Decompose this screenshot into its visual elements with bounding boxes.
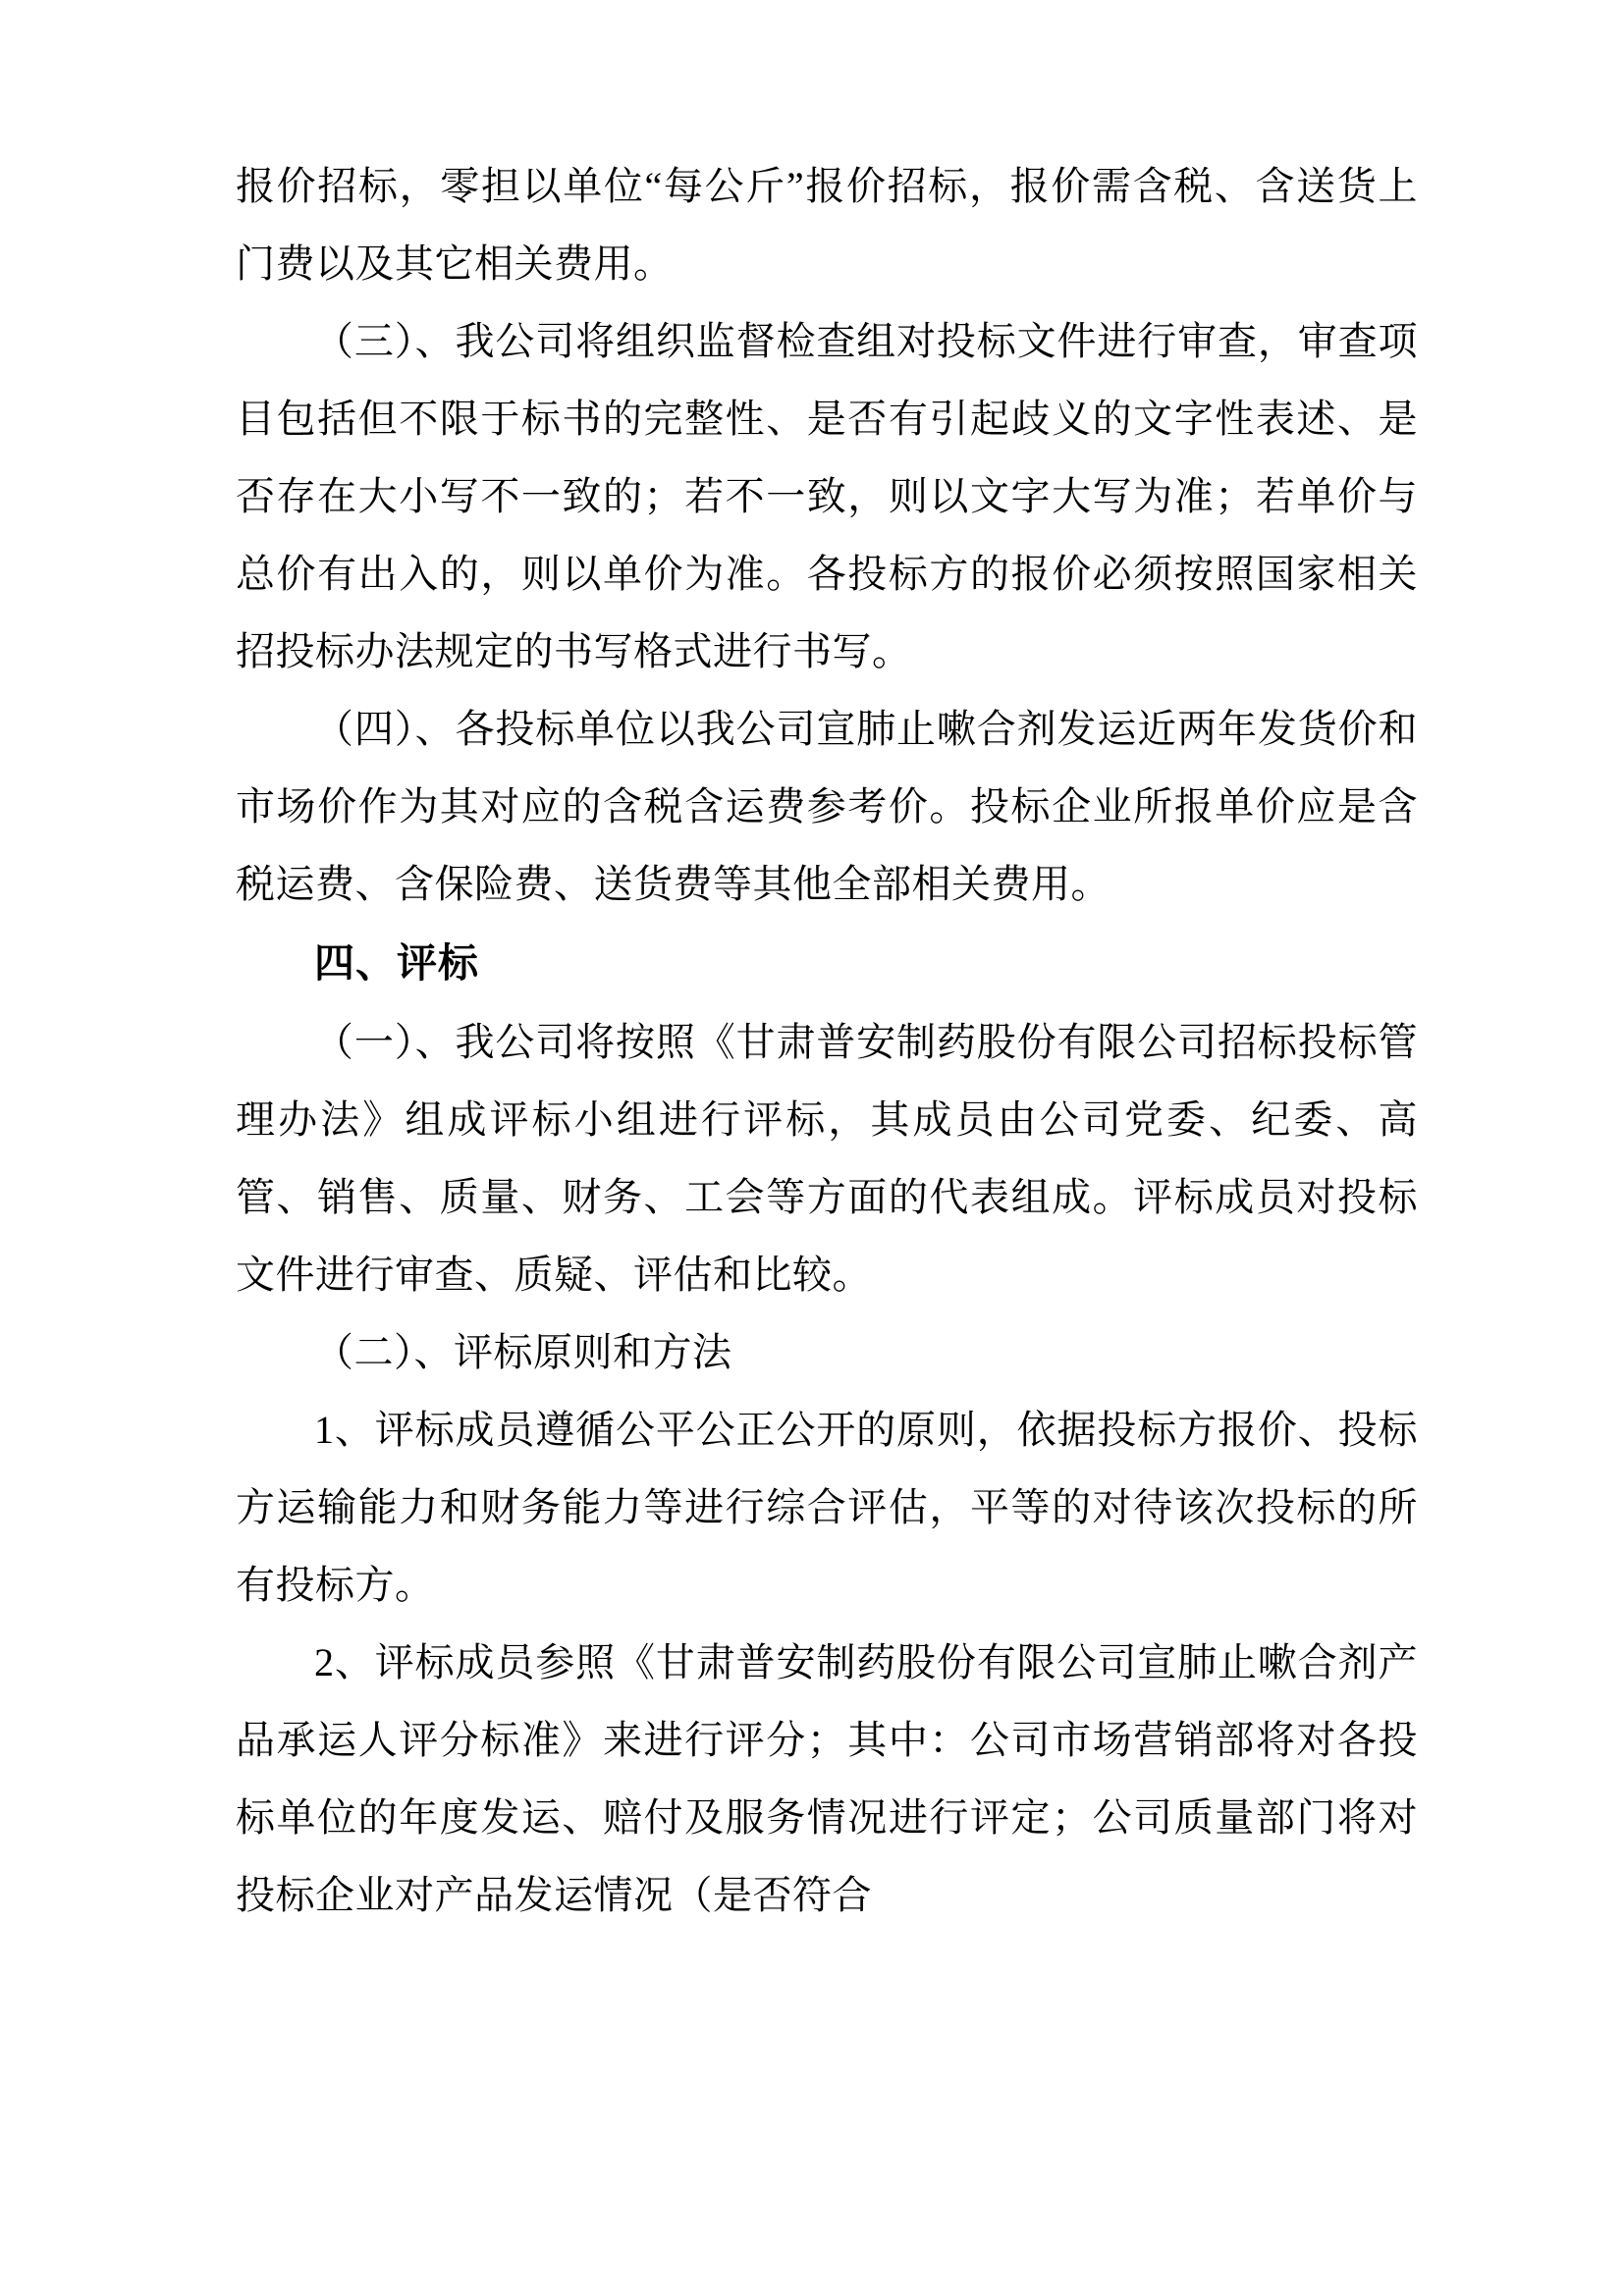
paragraph-evaluation-two: （二）、评标原则和方法 [314, 1330, 732, 1374]
paragraph-continuation: 报价招标，零担以单位“每公斤”报价招标，报价需含税、含送货上门费以及其它相关费用。 [236, 164, 1418, 286]
paragraph-section-four: （四）、各投标单位以我公司宣肺止嗽合剂发运近两年发货价和市场价作为其对应的含税含运费参考价。投标企业所报单价应是含税运费、含保险费、送货费等其他全部相关费用。 [236, 707, 1418, 906]
document-body [236, 147, 1418, 1934]
heading-evaluation: 四、评标 [314, 939, 479, 987]
paragraph-evaluation-one: （一）、我公司将按照《甘肃普安制药股份有限公司招标投标管理办法》组成评标小组进行评标，其成员由公司党委、纪委、高管、销售、质量、财务、工会等方面的代表组成。评标成员对投标文件进行审查、质疑、评估和比较。 [236, 1020, 1418, 1297]
paragraph-evaluation-item-2: 2、评标成员参照《甘肃普安制药股份有限公司宣肺止嗽合剂产品承运人评分标准》来进行评分；其中：公司市场营销部将对各投标单位的年度发运、赔付及服务情况进行评定；公司质量部门将对投标企业对产品发运情况（是否符合 [236, 1640, 1418, 1917]
paragraph-evaluation-item-1: 1、评标成员遵循公平公正公开的原则，依据投标方报价、投标方运输能力和财务能力等进行综合评估，平等的对待该次投标的所有投标方。 [236, 1408, 1418, 1607]
paragraph-section-three: （三）、我公司将组织监督检查组对投标文件进行审查，审查项目包括但不限于标书的完整性、是否有引起歧义的文字性表述、是否存在大小写不一致的；若不一致，则以文字大写为准；若单价与总价有出入的，则以单价为准。各投标方的报价必须按照国家相关招投标办法规定的书写格式进行书写。 [236, 319, 1418, 673]
